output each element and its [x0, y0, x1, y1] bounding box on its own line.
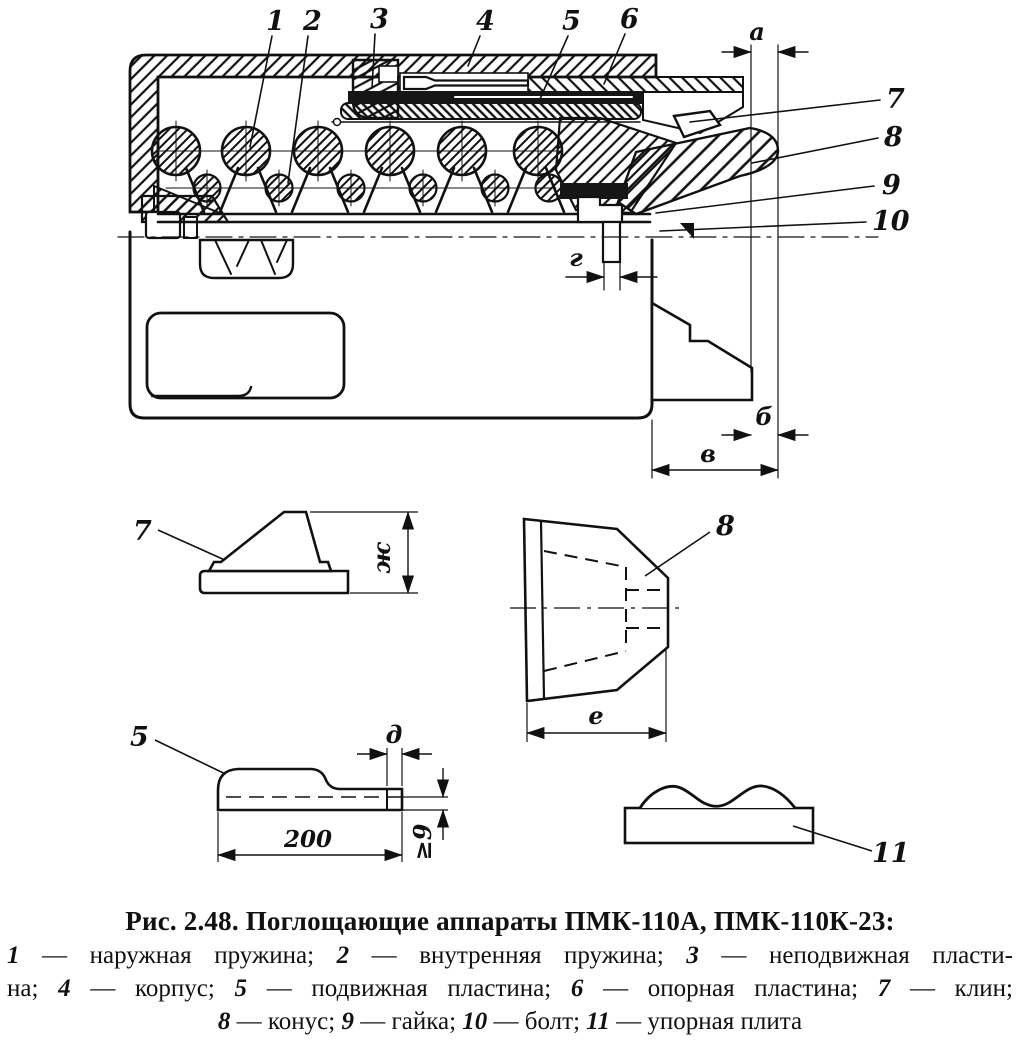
callout-1: 1 — [266, 6, 285, 37]
dimension-ge9 — [402, 768, 448, 860]
dimension-d — [357, 720, 432, 786]
callout-3: 3 — [370, 4, 389, 35]
callout-11: 11 — [872, 838, 910, 869]
legend-line-2: на; 4 — корпус; 5 — подвижная пластина; 6 — опорная пластина; 7 — клин; — [7, 975, 1013, 1002]
callout-2: 2 — [303, 6, 322, 37]
callout-10: 10 — [872, 206, 910, 237]
dim-value-200: 200 — [283, 826, 333, 853]
cone-detail-view — [510, 511, 735, 742]
dim-value-ge9: ≥9 — [408, 823, 437, 861]
detail-label-wedge: 7 — [133, 516, 152, 547]
dim-label-b: б — [755, 402, 773, 431]
callout-8: 8 — [884, 122, 903, 153]
callout-6: 6 — [620, 4, 639, 35]
callout-5: 5 — [562, 6, 581, 37]
wedge-detail-view — [133, 512, 418, 593]
callout-9: 9 — [882, 170, 901, 201]
body-window — [147, 313, 344, 398]
dim-label-v: в — [700, 439, 716, 468]
callout-4: 4 — [476, 6, 495, 37]
wedge-section — [674, 111, 720, 137]
base-plate-detail-view — [625, 786, 910, 869]
movable-plate — [341, 103, 641, 119]
dim-label-d: д — [385, 720, 403, 749]
dimension-200 — [218, 812, 402, 862]
bolt-shank — [603, 222, 620, 262]
detail-label-plate: 5 — [130, 722, 149, 753]
dimension-b — [722, 402, 808, 435]
detail-label-cone: 8 — [716, 511, 735, 542]
dim-label-zh: ж — [367, 542, 396, 574]
dim-label-a: а — [749, 17, 765, 46]
legend-line-1: 1 — наружная пружина; 2 — внутренняя пружина; 3 — неподвижная пласти- — [7, 942, 1013, 969]
legend-line-3: 8 — конус; 9 — гайка; 10 — болт; 11 — упорная плита — [217, 1008, 803, 1035]
main-section-view — [118, 4, 910, 478]
callout-7: 7 — [886, 84, 905, 115]
dim-label-e: е — [588, 701, 604, 730]
caption-title: Рис. 2.48. Поглощающие аппараты ПМК-110А, ПМК-110К-23: — [125, 906, 895, 936]
plate-detail-view — [130, 720, 448, 862]
figure-caption — [0, 903, 1020, 1038]
dim-label-g: г — [569, 243, 583, 272]
cone-protrusion — [652, 303, 752, 400]
